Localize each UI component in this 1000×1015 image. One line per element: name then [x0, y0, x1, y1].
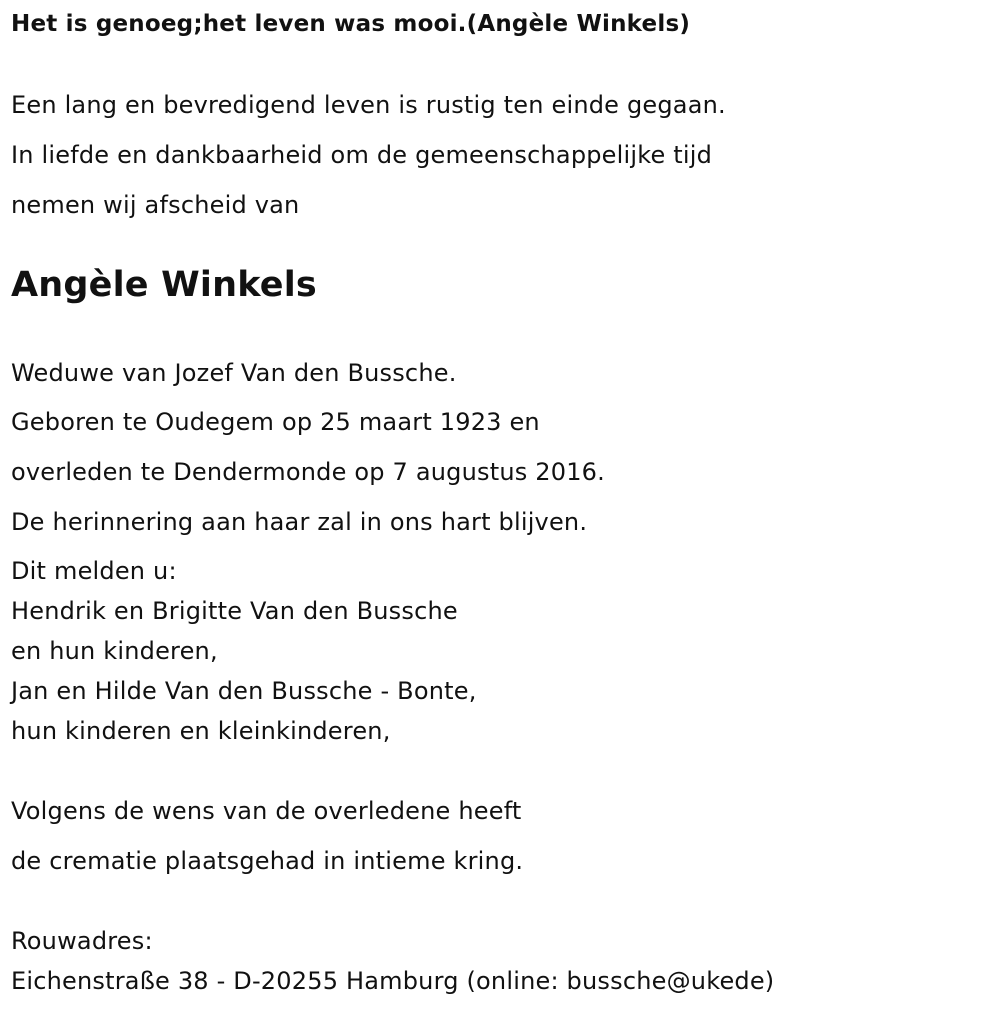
announcer-line-2: Hendrik en Brigitte Van den Bussche	[11, 597, 458, 625]
detail-line-2: Geboren te Oudegem op 25 maart 1923 en	[11, 408, 540, 436]
announcer-line-1: Dit melden u:	[11, 557, 177, 585]
intro-line-1: Een lang en bevredigend leven is rustig ten einde gegaan.	[11, 91, 726, 119]
announcer-line-4: Jan en Hilde Van den Bussche - Bonte,	[11, 677, 477, 705]
detail-line-4: De herinnering aan haar zal in ons hart blijven.	[11, 508, 588, 536]
address-line: Eichenstraße 38 - D-20255 Hamburg (online: bussche@ukede)	[11, 967, 775, 995]
intro-line-2: In liefde en dankbaarheid om de gemeenschappelijke tijd	[11, 141, 713, 169]
announcer-line-3: en hun kinderen,	[11, 637, 218, 665]
detail-line-1: Weduwe van Jozef Van den Bussche.	[11, 359, 457, 387]
deceased-name: Angèle Winkels	[11, 265, 317, 305]
motto-heading: Het is genoeg;het leven was mooi.(Angèle Winkels)	[11, 11, 691, 37]
closing-line-1: Volgens de wens van de overledene heeft	[11, 797, 522, 825]
address-label: Rouwadres:	[11, 927, 153, 955]
detail-line-3: overleden te Dendermonde op 7 augustus 2016.	[11, 458, 605, 486]
intro-line-3: nemen wij afscheid van	[11, 191, 300, 219]
closing-line-2: de crematie plaatsgehad in intieme kring.	[11, 847, 524, 875]
announcer-line-5: hun kinderen en kleinkinderen,	[11, 717, 391, 745]
